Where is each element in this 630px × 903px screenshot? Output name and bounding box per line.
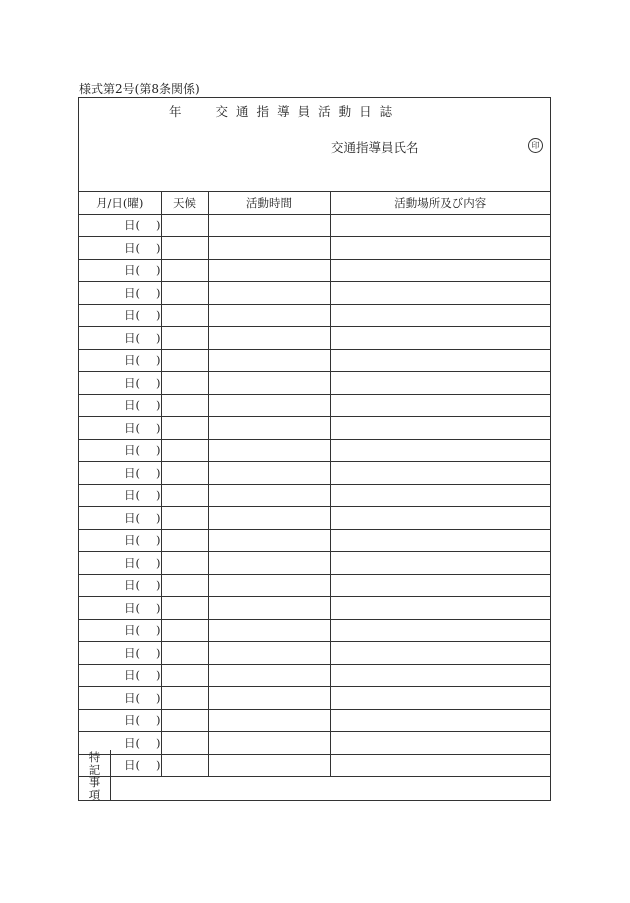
weekday-close: ): [156, 218, 161, 233]
location-content-cell[interactable]: [330, 394, 550, 417]
table-row: [79, 372, 550, 395]
activity-time-cell[interactable]: [208, 642, 330, 665]
date-cell[interactable]: [79, 709, 161, 732]
day-label: 日(: [124, 240, 140, 255]
date-cell[interactable]: [79, 237, 161, 260]
location-content-cell[interactable]: [330, 259, 550, 282]
instructor-name-label: 交通指導員氏名: [331, 140, 419, 155]
location-content-cell[interactable]: [330, 372, 550, 395]
activity-time-cell[interactable]: [208, 214, 330, 237]
table-row: [79, 327, 550, 350]
date-cell[interactable]: [79, 327, 161, 350]
date-cell[interactable]: [79, 664, 161, 687]
date-cell[interactable]: [79, 507, 161, 530]
activity-time-cell[interactable]: [208, 687, 330, 710]
day-label: 日(: [124, 510, 140, 525]
location-content-cell[interactable]: [330, 237, 550, 260]
activity-time-cell[interactable]: [208, 417, 330, 440]
weekday-close: ): [156, 240, 161, 255]
activity-time-cell[interactable]: [208, 664, 330, 687]
location-content-cell[interactable]: [330, 642, 550, 665]
weekday-close: ): [156, 578, 161, 593]
weekday-close: ): [156, 398, 161, 413]
column-header-activity-time: 活動時間: [208, 192, 330, 214]
location-content-cell[interactable]: [330, 484, 550, 507]
title-char: 活: [318, 104, 331, 119]
day-label: 日(: [124, 488, 140, 503]
weather-cell[interactable]: [161, 597, 208, 620]
date-cell[interactable]: [79, 259, 161, 282]
table-row: [79, 439, 550, 462]
day-label: 日(: [124, 735, 140, 750]
day-label: 日(: [124, 555, 140, 570]
weekday-close: ): [156, 353, 161, 368]
weather-cell[interactable]: [161, 462, 208, 485]
activity-time-cell[interactable]: [208, 484, 330, 507]
day-label: 日(: [124, 308, 140, 323]
date-cell[interactable]: [79, 642, 161, 665]
day-label: 日(: [124, 285, 140, 300]
table-body: [79, 214, 550, 777]
day-label: 日(: [124, 465, 140, 480]
table-row: [79, 552, 550, 575]
column-header-location-content: 活動場所及び内容: [330, 192, 550, 214]
day-label: 日(: [124, 690, 140, 705]
weather-cell[interactable]: [161, 327, 208, 350]
form-number-label: 様式第2号(第8条関係): [79, 82, 200, 96]
activity-time-cell[interactable]: [208, 529, 330, 552]
weekday-close: ): [156, 443, 161, 458]
weekday-close: ): [156, 510, 161, 525]
day-label: 日(: [124, 443, 140, 458]
location-content-cell[interactable]: [330, 507, 550, 530]
activity-time-cell[interactable]: [208, 597, 330, 620]
table-row: [79, 574, 550, 597]
title-char: 導: [277, 104, 290, 119]
weekday-close: ): [156, 600, 161, 615]
date-cell[interactable]: [79, 394, 161, 417]
weekday-close: ): [156, 623, 161, 638]
weather-cell[interactable]: [161, 642, 208, 665]
weather-cell[interactable]: [161, 282, 208, 305]
day-label: 日(: [124, 758, 140, 773]
weather-cell[interactable]: [161, 484, 208, 507]
date-cell[interactable]: [79, 574, 161, 597]
title-char: 誌: [379, 104, 393, 119]
weather-cell[interactable]: [161, 574, 208, 597]
weekday-close: ): [156, 488, 161, 503]
table-row: [79, 642, 550, 665]
activity-time-cell[interactable]: [208, 282, 330, 305]
weekday-close: ): [156, 533, 161, 548]
table-row: [79, 687, 550, 710]
weather-cell[interactable]: [161, 439, 208, 462]
date-cell[interactable]: [79, 439, 161, 462]
weather-cell[interactable]: [161, 709, 208, 732]
day-label: 日(: [124, 420, 140, 435]
weather-cell[interactable]: [161, 259, 208, 282]
notes-label-char: 記: [88, 762, 101, 777]
activity-time-cell[interactable]: [208, 327, 330, 350]
table-row: [79, 597, 550, 620]
special-notes-section: [79, 750, 550, 800]
activity-time-cell[interactable]: [208, 394, 330, 417]
weather-cell[interactable]: [161, 394, 208, 417]
table-row: [79, 304, 550, 327]
day-label: 日(: [124, 713, 140, 728]
day-label: 日(: [124, 668, 140, 683]
table-row: [79, 394, 550, 417]
location-content-cell[interactable]: [330, 552, 550, 575]
activity-time-cell[interactable]: [208, 619, 330, 642]
special-notes-label: [79, 750, 111, 800]
date-cell[interactable]: [79, 552, 161, 575]
date-cell[interactable]: [79, 349, 161, 372]
day-label: 日(: [124, 398, 140, 413]
weekday-close: ): [156, 420, 161, 435]
table-row: [79, 237, 550, 260]
location-content-cell[interactable]: [330, 529, 550, 552]
location-content-cell[interactable]: [330, 214, 550, 237]
table-row: [79, 709, 550, 732]
title-char: 日: [359, 104, 372, 119]
day-label: 日(: [124, 645, 140, 660]
table-row: [79, 214, 550, 237]
table-row: [79, 282, 550, 305]
weekday-close: ): [156, 465, 161, 480]
location-content-cell[interactable]: [330, 417, 550, 440]
weather-cell[interactable]: [161, 372, 208, 395]
year-label: 年: [169, 104, 182, 119]
special-notes-field[interactable]: [111, 750, 550, 800]
activity-time-cell[interactable]: [208, 372, 330, 395]
weather-cell[interactable]: [161, 552, 208, 575]
weekday-close: ): [156, 668, 161, 683]
activity-log-form: [78, 97, 551, 801]
weather-cell[interactable]: [161, 349, 208, 372]
title-char: 通: [236, 104, 249, 119]
location-content-cell[interactable]: [330, 597, 550, 620]
weather-cell[interactable]: [161, 507, 208, 530]
date-cell[interactable]: [79, 529, 161, 552]
form-header: [79, 98, 550, 192]
weather-cell[interactable]: [161, 687, 208, 710]
day-label: 日(: [124, 330, 140, 345]
date-cell[interactable]: [79, 619, 161, 642]
day-label: 日(: [124, 533, 140, 548]
location-content-cell[interactable]: [330, 462, 550, 485]
location-content-cell[interactable]: [330, 574, 550, 597]
table-row: [79, 462, 550, 485]
date-cell[interactable]: [79, 417, 161, 440]
activity-time-cell[interactable]: [208, 709, 330, 732]
table-row: [79, 417, 550, 440]
weekday-close: ): [156, 645, 161, 660]
day-label: 日(: [124, 600, 140, 615]
location-content-cell[interactable]: [330, 304, 550, 327]
date-cell[interactable]: [79, 372, 161, 395]
table-row: [79, 349, 550, 372]
table-row: [79, 259, 550, 282]
location-content-cell[interactable]: [330, 349, 550, 372]
weekday-close: ): [156, 330, 161, 345]
location-content-cell[interactable]: [330, 282, 550, 305]
table-row: [79, 529, 550, 552]
table-row: [79, 507, 550, 530]
activity-time-cell[interactable]: [208, 462, 330, 485]
table-row: [79, 664, 550, 687]
activity-time-cell[interactable]: [208, 304, 330, 327]
day-label: 日(: [124, 623, 140, 638]
activity-time-cell[interactable]: [208, 552, 330, 575]
weekday-close: ): [156, 555, 161, 570]
date-cell[interactable]: [79, 304, 161, 327]
weekday-close: ): [156, 285, 161, 300]
activity-time-cell[interactable]: [208, 439, 330, 462]
notes-label-char: 項: [88, 787, 101, 802]
location-content-cell[interactable]: [330, 327, 550, 350]
weekday-close: ): [156, 308, 161, 323]
table-header-row: [79, 192, 550, 214]
activity-time-cell[interactable]: [208, 259, 330, 282]
day-label: 日(: [124, 218, 140, 233]
weekday-close: ): [156, 735, 161, 750]
location-content-cell[interactable]: [330, 439, 550, 462]
date-cell[interactable]: [79, 687, 161, 710]
weekday-close: ): [156, 263, 161, 278]
location-content-cell[interactable]: [330, 709, 550, 732]
location-content-cell[interactable]: [330, 619, 550, 642]
location-content-cell[interactable]: [330, 664, 550, 687]
notes-label-char: 事: [88, 775, 101, 789]
weekday-close: ): [156, 758, 161, 773]
table-row: [79, 619, 550, 642]
date-cell[interactable]: [79, 462, 161, 485]
column-header-date: 月/日(曜): [79, 192, 161, 214]
day-label: 日(: [124, 263, 140, 278]
weather-cell[interactable]: [161, 417, 208, 440]
activity-time-cell[interactable]: [208, 507, 330, 530]
date-cell[interactable]: [79, 597, 161, 620]
weekday-close: ): [156, 375, 161, 390]
weather-cell[interactable]: [161, 214, 208, 237]
title-char: 指: [256, 104, 270, 119]
form-title: [169, 102, 400, 120]
title-char: 動: [338, 104, 352, 119]
table-row: [79, 484, 550, 507]
weather-cell[interactable]: [161, 664, 208, 687]
weather-cell[interactable]: [161, 237, 208, 260]
activity-log-table: [79, 192, 550, 777]
title-char: 員: [297, 104, 311, 119]
column-header-weather: 天候: [161, 192, 208, 214]
activity-time-cell[interactable]: [208, 349, 330, 372]
day-label: 日(: [124, 578, 140, 593]
seal-mark: 印: [528, 138, 543, 153]
location-content-cell[interactable]: [330, 687, 550, 710]
weather-cell[interactable]: [161, 304, 208, 327]
weekday-close: ): [156, 690, 161, 705]
title-char: 交: [215, 104, 229, 119]
date-cell[interactable]: [79, 214, 161, 237]
day-label: 日(: [124, 375, 140, 390]
day-label: 日(: [124, 353, 140, 368]
date-cell[interactable]: [79, 282, 161, 305]
weather-cell[interactable]: [161, 529, 208, 552]
notes-label-char: 特: [88, 750, 101, 764]
activity-time-cell[interactable]: [208, 237, 330, 260]
activity-time-cell[interactable]: [208, 574, 330, 597]
date-cell[interactable]: [79, 484, 161, 507]
weekday-close: ): [156, 713, 161, 728]
weather-cell[interactable]: [161, 619, 208, 642]
